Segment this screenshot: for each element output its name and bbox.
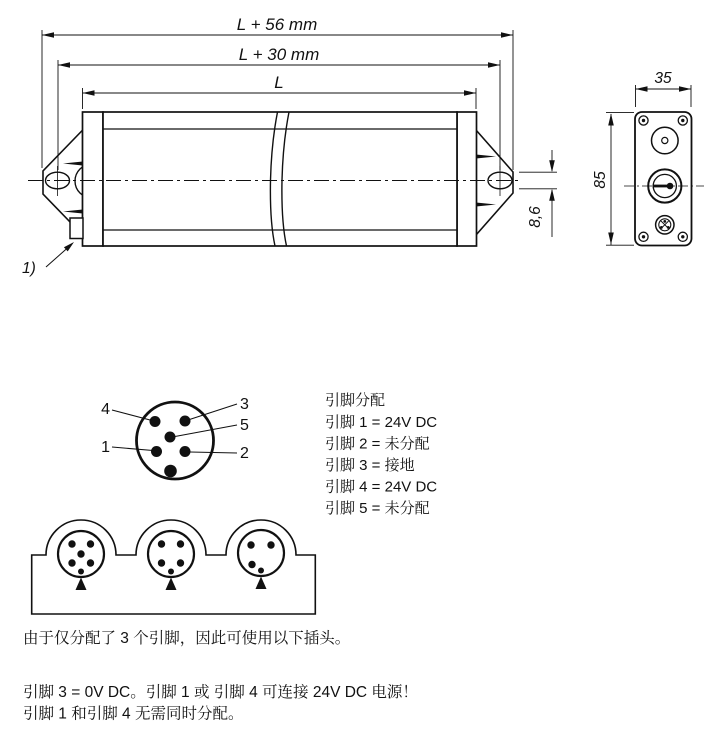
pin-assignment-row: 引脚 1 = 24V DC <box>325 414 438 431</box>
pin-3-dot <box>180 416 191 427</box>
dim-label-end-width: 35 <box>654 70 672 87</box>
pin-assignment-row: 引脚 2 = 未分配 <box>325 435 430 453</box>
power-note-line1: 引脚 3 = 0V DC。引脚 1 或 引脚 4 可连接 24V DC 电源！ <box>23 684 418 701</box>
pin-2-dot <box>180 446 191 457</box>
body-tube <box>103 112 457 246</box>
end-view <box>592 70 704 246</box>
dim-label-slot-width: 8,6 <box>527 206 544 228</box>
right-mounting-bracket <box>476 130 513 235</box>
pin-assignment-row: 引脚 5 = 未分配 <box>325 500 430 517</box>
right-end-cap <box>457 112 477 246</box>
pin-diagram <box>101 396 249 479</box>
pin-5-dot <box>165 432 176 443</box>
pin-4-label: 4 <box>101 401 110 418</box>
pin-1-label: 1 <box>101 439 110 456</box>
dim-label-end-height: 85 <box>592 171 609 189</box>
end-view-m12-connector <box>656 216 674 234</box>
pin-5-label: 5 <box>240 417 249 434</box>
footnote-callout <box>22 242 74 277</box>
plug-variants-view <box>32 520 316 614</box>
dimension-end-height <box>592 113 634 246</box>
left-end-cap <box>83 112 104 246</box>
power-note-line2: 引脚 1 和引脚 4 无需同时分配。 <box>23 705 244 723</box>
pin-leader-lines <box>112 404 237 453</box>
pin-assignment-row: 引脚 3 = 接地 <box>325 457 415 474</box>
keying-notch <box>164 465 177 478</box>
pin-3-label: 3 <box>240 396 249 413</box>
pin-assignment-list <box>325 391 437 517</box>
dim-label-overall-length: L + 56 mm <box>236 15 318 34</box>
pin-4-dot <box>150 416 161 427</box>
dim-label-hole-spacing: L + 30 mm <box>238 45 320 64</box>
pin-assignment-row: 引脚 4 = 24V DC <box>325 478 438 496</box>
plugs-note: 由于仅分配了 3 个引脚，因此可使用以下插头。 <box>23 630 351 647</box>
dimension-end-width <box>636 70 692 107</box>
pin-1-dot <box>151 446 162 457</box>
pin-2-label: 2 <box>240 445 249 462</box>
dimension-slot-width <box>519 150 557 237</box>
end-view-face <box>635 112 692 246</box>
dimension-body-length <box>83 73 477 109</box>
footnote-marker: 1) <box>22 260 36 277</box>
pin-assignment-title: 引脚分配 <box>325 392 386 409</box>
footnote-target-block <box>70 218 83 239</box>
main-side-view <box>28 112 518 246</box>
dim-label-body-length: L <box>274 73 284 92</box>
